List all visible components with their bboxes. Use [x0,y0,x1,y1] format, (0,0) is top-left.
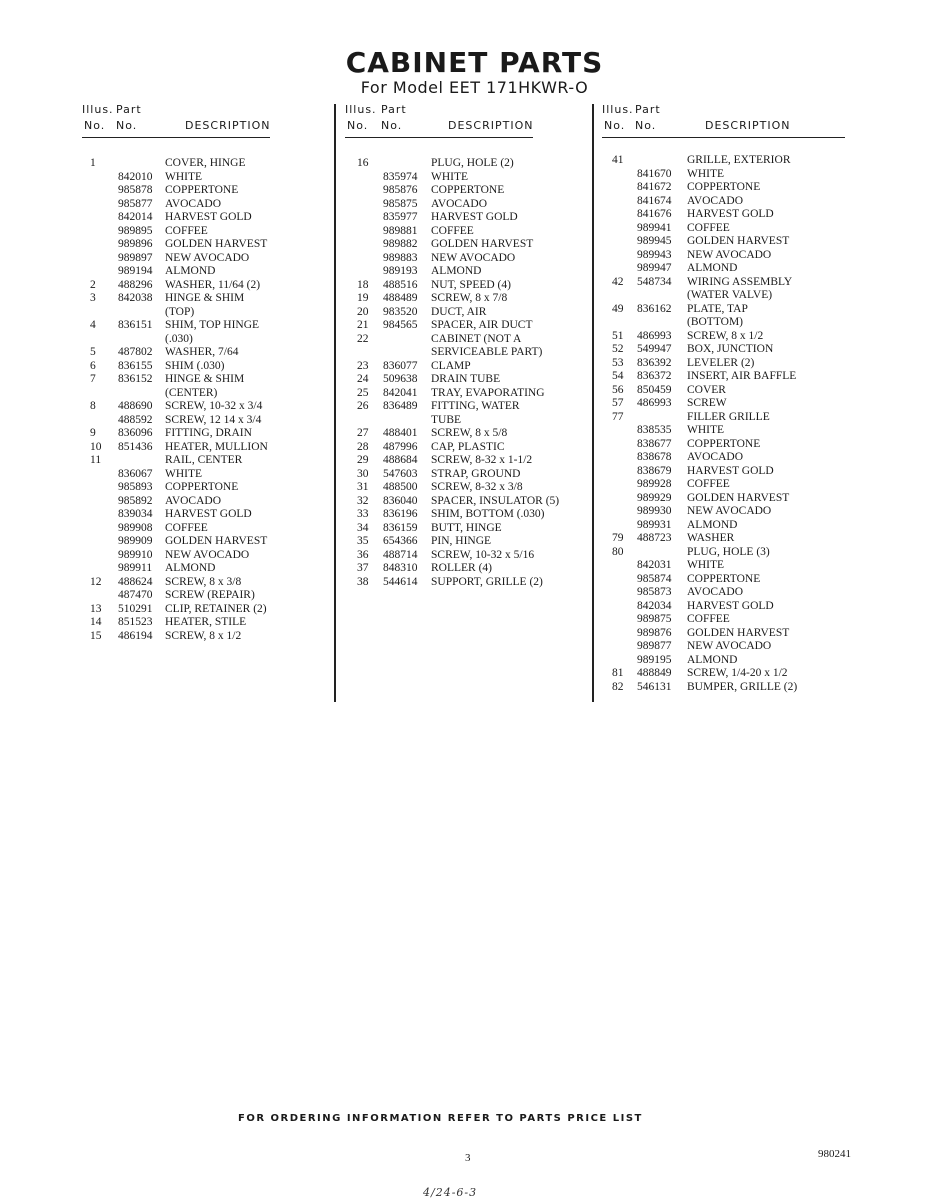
illus-number: 36 [357,548,369,561]
illus-number: 29 [357,454,369,466]
part-number: 549947 [637,343,672,355]
part-number: 836196 [383,508,418,520]
parts-column-2 [345,103,560,588]
part-number: 842034 [637,599,672,612]
part-number: 836162 [637,302,672,315]
part-description: SCREW, 10-32 x 5/16 [431,548,535,561]
part-header: Part [381,103,407,116]
part-description: DUCT, AIR [431,305,487,318]
part-description: SCREW, 1/4-20 x 1/2 [687,667,788,679]
part-number: 544614 [383,575,418,588]
illus-number: 33 [357,508,369,520]
parts-column-1 [82,103,271,642]
part-no-header: No. [116,119,138,132]
part-description: SHIM (.030) [165,359,225,372]
part-description: CLIP, RETAINER (2) [165,602,267,615]
illus-number: 35 [357,535,369,547]
part-number: 989195 [637,653,672,666]
part-number: 836489 [383,400,418,412]
part-description: GRILLE, EXTERIOR [687,154,791,166]
part-number: 989194 [118,265,153,277]
part-number: 546131 [637,680,672,693]
part-number: 985876 [383,184,418,196]
part-description: NEW AVOCADO [687,640,772,652]
illus-number: 38 [357,575,369,588]
part-description: GOLDEN HARVEST [687,626,790,639]
part-description: ALMOND [165,562,216,574]
part-description: AVOCADO [165,197,222,210]
part-description: ALMOND [687,518,738,531]
part-number: 989911 [118,562,153,574]
part-description: SUPPORT, GRILLE (2) [431,575,543,588]
illus-number: 54 [612,370,624,382]
part-number: 989908 [118,521,153,534]
column-divider [334,104,336,702]
part-number: 989928 [637,478,672,490]
illus-no-header: No. [604,119,626,132]
part-number: 842014 [118,211,153,223]
part-number: 850459 [637,383,672,396]
part-description: HINGE & SHIM [165,373,245,385]
part-number: 488624 [118,575,153,588]
illus-number: 53 [612,356,624,369]
part-description: ALMOND [165,265,216,277]
part-number: 838677 [637,437,672,450]
part-description: NEW AVOCADO [687,505,772,517]
description-header: DESCRIPTION [705,119,791,132]
illus-number: 82 [612,680,624,693]
part-description: (TOP) [165,305,195,318]
part-number: 488684 [383,454,418,466]
part-number: 488592 [118,413,153,426]
illus-number: 26 [357,400,369,412]
part-description: HARVEST GOLD [687,599,774,612]
column-header [82,103,270,138]
illus-number: 37 [357,562,369,574]
part-description: ALMOND [431,265,482,277]
part-description: WHITE [431,170,469,183]
part-description: COPPERTONE [431,184,505,196]
part-description: HARVEST GOLD [165,211,252,223]
part-description: WHITE [687,167,725,180]
part-number: 989876 [637,626,672,639]
part-number: 836155 [118,359,153,372]
illus-number: 81 [612,667,624,679]
part-description: SCREW, 10-32 x 3/4 [165,400,263,412]
part-description: COFFEE [165,521,208,534]
part-description: SCREW, 8 x 1/2 [687,329,764,342]
part-description: SPACER, INSULATOR (5) [431,494,560,507]
part-description: SCREW, 8 x 1/2 [165,629,242,642]
part-description: AVOCADO [431,197,488,210]
illus-number: 51 [612,329,624,342]
part-description: SHIM, BOTTOM (.030) [431,508,545,520]
part-number: 838535 [637,424,672,436]
part-number: 842031 [637,559,672,571]
part-number: 989881 [383,224,418,237]
part-description: CABINET (NOT A [431,332,522,345]
part-description: AVOCADO [687,586,744,598]
part-description: HEATER, STILE [165,616,247,628]
part-description: NEW AVOCADO [431,251,516,264]
handwritten-note: 4/24-6-3 [423,1186,478,1199]
part-description: WHITE [687,559,725,571]
part-number: 836040 [383,494,418,507]
part-number: 486993 [637,329,672,342]
part-number: 547603 [383,467,418,480]
part-description: (.030) [165,332,193,345]
part-description: DRAIN TUBE [431,373,501,385]
part-number: 989910 [118,548,153,561]
illus-number: 11 [90,454,102,466]
illus-number: 13 [90,602,102,615]
part-description: GOLDEN HARVEST [687,235,790,247]
part-number: 487470 [118,589,153,601]
part-number: 985874 [637,572,672,585]
part-description: COVER, HINGE [165,157,246,169]
part-description: SCREW, 12 14 x 3/4 [165,413,262,426]
illus-number: 14 [90,616,102,628]
part-description: SCREW, 8 x 3/8 [165,575,242,588]
part-description: SCREW (REPAIR) [165,589,255,601]
page-title: CABINET PARTS [345,46,604,79]
part-description: HEATER, MULLION [165,440,268,453]
illus-no-header: No. [347,119,369,132]
part-no-header: No. [635,119,657,132]
illus-number: 34 [357,521,369,534]
illus-header: Illus. [345,103,377,116]
illus-number: 56 [612,383,624,396]
part-description: PLUG, HOLE (2) [431,157,514,169]
part-number: 989929 [637,491,672,504]
part-number: 835977 [383,211,418,223]
part-description: COPPERTONE [165,481,239,493]
illus-number: 79 [612,532,624,544]
part-description: ALMOND [687,653,738,666]
part-number: 851436 [118,440,153,453]
part-number: 989897 [118,251,153,264]
part-description: NUT, SPEED (4) [431,278,511,291]
part-description: COPPERTONE [165,184,239,196]
illus-number: 42 [612,275,624,288]
illus-number: 80 [612,545,624,558]
part-description: COPPERTONE [687,572,761,585]
part-number: 989943 [637,248,672,261]
part-description: HINGE & SHIM [165,292,245,304]
part-number: 985873 [637,586,672,598]
part-description: COPPERTONE [687,181,761,193]
part-number: 488489 [383,292,418,304]
description-header: DESCRIPTION [185,119,271,132]
illus-number: 4 [90,319,96,331]
part-number: 836096 [118,427,153,439]
ordering-info-footer: FOR ORDERING INFORMATION REFER TO PARTS PRICE LIST [238,1113,643,1124]
part-number: 488401 [383,427,418,439]
part-description: WASHER, 11/64 (2) [165,278,261,291]
part-number: 488516 [383,278,418,291]
part-number: 985878 [118,184,153,196]
part-description: BUTT, HINGE [431,521,502,534]
part-number: 486194 [118,629,153,642]
part-number: 984565 [383,319,418,331]
part-description: HARVEST GOLD [431,211,518,223]
part-header: Part [116,103,142,116]
part-description: HARVEST GOLD [687,464,774,477]
illus-number: 77 [612,410,624,423]
part-number: 989947 [637,262,672,274]
illus-number: 18 [357,278,369,291]
part-number: 989877 [637,640,672,652]
part-number: 983520 [383,305,418,318]
illus-header: Illus. [82,103,114,116]
part-description: (WATER VALVE) [687,289,773,301]
part-description: FILLER GRILLE [687,410,770,423]
part-header: Part [635,103,661,116]
part-description: WHITE [687,424,725,436]
illus-number: 30 [357,467,369,480]
part-number: 488296 [118,278,153,291]
column-header [345,103,533,138]
illus-number: 21 [357,319,369,331]
part-number: 836152 [118,373,153,385]
part-number: 486993 [637,397,672,409]
illus-number: 6 [90,359,96,372]
illus-number: 52 [612,343,624,355]
part-description: FITTING, WATER [431,400,520,412]
part-number: 848310 [383,562,418,574]
part-number: 841672 [637,181,672,193]
illus-no-header: No. [84,119,106,132]
description-header: DESCRIPTION [448,119,534,132]
part-description: GOLDEN HARVEST [165,238,268,250]
part-number: 488714 [383,548,418,561]
part-description: PLUG, HOLE (3) [687,545,770,558]
part-number: 836077 [383,359,418,372]
illus-number: 2 [90,278,96,291]
illus-number: 20 [357,305,369,318]
part-number: 654366 [383,535,418,547]
part-description: ROLLER (4) [431,562,493,574]
column-header [602,103,845,138]
part-description: PIN, HINGE [431,535,492,547]
part-description: CAP, PLASTIC [431,440,505,453]
part-no-header: No. [381,119,403,132]
illus-header: Illus. [602,103,634,116]
part-number: 985892 [118,494,153,507]
illus-number: 16 [357,157,369,169]
part-number: 989930 [637,505,672,517]
part-number: 488849 [637,667,672,679]
illus-number: 32 [357,494,369,507]
part-description: SPACER, AIR DUCT [431,319,533,331]
part-number: 842041 [383,386,418,399]
document-number: 980241 [818,1148,851,1160]
part-number: 509638 [383,373,418,385]
part-description: SCREW, 8-32 x 3/8 [431,481,523,493]
part-number: 487996 [383,440,418,453]
part-number: 989931 [637,518,672,531]
part-description: SCREW, 8 x 7/8 [431,292,508,304]
parts-column-3 [602,103,845,693]
part-description: PLATE, TAP [687,302,748,315]
part-number: 836067 [118,467,153,480]
illus-number: 8 [90,400,96,412]
part-description: HARVEST GOLD [687,208,774,220]
part-description: AVOCADO [165,494,222,507]
part-number: 989882 [383,238,418,250]
part-number: 989193 [383,265,418,277]
part-description: WASHER [687,532,735,544]
part-number: 985877 [118,197,153,210]
part-number: 841676 [637,208,672,220]
part-number: 851523 [118,616,153,628]
part-description: SCREW [687,397,727,409]
part-number: 841674 [637,194,672,207]
part-description: COFFEE [687,478,730,490]
illus-number: 28 [357,440,369,453]
illus-number: 22 [357,332,369,345]
part-number: 989875 [637,613,672,625]
part-description: BUMPER, GRILLE (2) [687,680,798,693]
part-description: CLAMP [431,359,471,372]
illus-number: 3 [90,292,96,304]
illus-number: 31 [357,481,369,493]
part-description: AVOCADO [687,194,744,207]
part-description: HARVEST GOLD [165,508,252,520]
part-description: ALMOND [687,262,738,274]
part-number: 985875 [383,197,418,210]
illus-number: 10 [90,440,102,453]
part-description: FITTING, DRAIN [165,427,252,439]
part-description: WHITE [165,170,203,183]
part-number: 842038 [118,292,153,304]
part-description: COFFEE [165,224,208,237]
part-description: SCREW, 8 x 5/8 [431,427,508,439]
part-number: 989896 [118,238,153,250]
illus-number: 19 [357,292,369,304]
part-number: 838679 [637,464,672,477]
part-description: SCREW, 8-32 x 1-1/2 [431,454,533,466]
illus-number: 41 [612,154,624,166]
part-description: NEW AVOCADO [165,548,250,561]
part-number: 838678 [637,451,672,463]
part-description: SERVICEABLE PART) [431,346,543,358]
part-number: 836151 [118,319,153,331]
illus-number: 1 [90,157,96,169]
part-description: COFFEE [687,613,730,625]
part-description: COPPERTONE [687,437,761,450]
part-description: GOLDEN HARVEST [431,238,534,250]
illus-number: 49 [612,302,624,315]
part-description: BOX, JUNCTION [687,343,774,355]
part-description: RAIL, CENTER [165,454,243,466]
part-description: WASHER, 7/64 [165,346,239,358]
part-number: 488723 [637,532,672,544]
part-number: 488500 [383,481,418,493]
illus-number: 23 [357,359,369,372]
part-description: (BOTTOM) [687,316,744,328]
column-divider [592,104,594,702]
illus-number: 24 [357,373,369,385]
part-description: STRAP, GROUND [431,467,521,480]
part-description: GOLDEN HARVEST [165,535,268,547]
illus-number: 5 [90,346,96,358]
page-number: 3 [465,1152,471,1164]
part-description: COFFEE [687,221,730,234]
illus-number: 15 [90,629,102,642]
part-number: 989895 [118,224,153,237]
part-description: TRAY, EVAPORATING [431,386,545,399]
part-description: COFFEE [431,224,474,237]
part-number: 989941 [637,221,672,234]
part-number: 839034 [118,508,153,520]
part-description: AVOCADO [687,451,744,463]
part-description: INSERT, AIR BAFFLE [687,370,797,382]
illus-number: 27 [357,427,369,439]
part-number: 989909 [118,535,153,547]
part-description: TUBE [431,413,462,426]
illus-number: 57 [612,397,624,409]
part-number: 842010 [118,170,153,183]
part-description: LEVELER (2) [687,356,755,369]
part-number: 548734 [637,275,672,288]
illus-number: 12 [90,575,102,588]
illus-number: 7 [90,373,96,385]
part-number: 836372 [637,370,672,382]
part-description: SHIM, TOP HINGE [165,319,260,331]
part-number: 488690 [118,400,153,412]
part-description: COVER [687,383,726,396]
model-subtitle: For Model EET 171HKWR-O [360,78,589,97]
part-description: (CENTER) [165,386,218,399]
illus-number: 9 [90,427,96,439]
part-number: 841670 [637,167,672,180]
part-description: WHITE [165,467,203,480]
part-number: 989945 [637,235,672,247]
part-number: 835974 [383,170,418,183]
part-number: 985893 [118,481,153,493]
part-description: WIRING ASSEMBLY [687,275,793,288]
illus-number: 25 [357,386,369,399]
part-description: NEW AVOCADO [687,248,772,261]
part-description: NEW AVOCADO [165,251,250,264]
part-number: 836159 [383,521,418,534]
part-number: 487802 [118,346,153,358]
part-description: GOLDEN HARVEST [687,491,790,504]
part-number: 836392 [637,356,672,369]
part-number: 510291 [118,602,153,615]
part-number: 989883 [383,251,418,264]
